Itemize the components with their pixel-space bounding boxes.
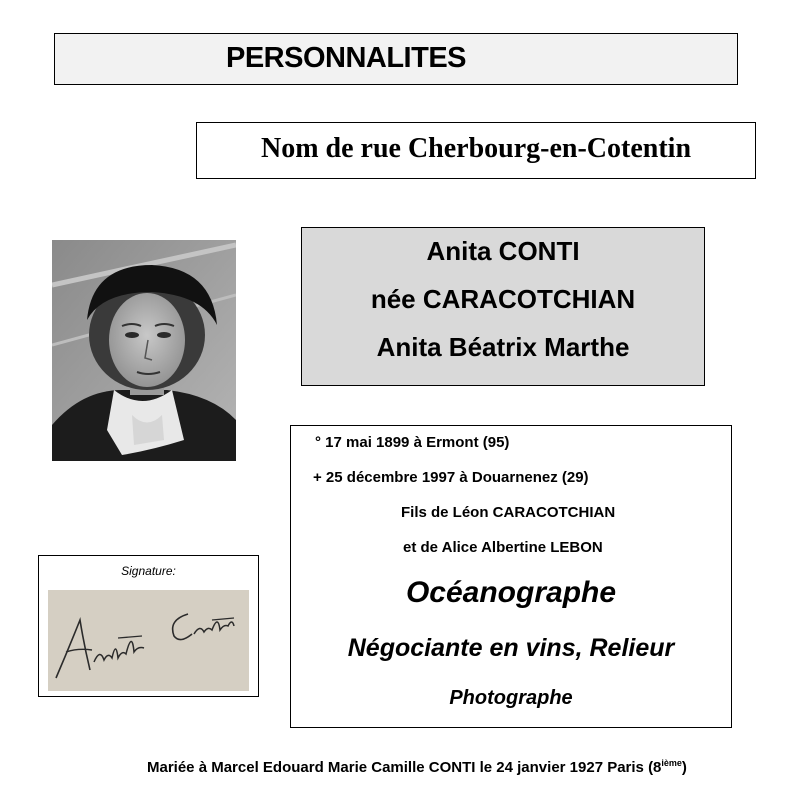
- marriage-text: Mariée à Marcel Edouard Marie Camille CONTI le 24 janvier 1927 Paris (8ième): [147, 758, 687, 776]
- mother-text: et de Alice Albertine LEBON: [403, 539, 603, 556]
- street-name-label: Nom de rue Cherbourg-en-Cotentin: [260, 133, 692, 164]
- father-text: Fils de Léon CARACOTCHIAN: [401, 504, 616, 521]
- profession-oceanographer: Océanographe: [405, 576, 617, 609]
- signature-image: [48, 590, 249, 691]
- page-title: PERSONNALITES: [225, 42, 467, 74]
- signature-box: [38, 555, 259, 697]
- name-box: [301, 227, 705, 386]
- bio-box: [290, 425, 732, 728]
- title-box: [54, 33, 738, 85]
- name-line-1: Anita CONTI: [426, 236, 580, 266]
- street-name-box: [196, 122, 756, 179]
- name-line-3: Anita Béatrix Marthe: [376, 332, 630, 362]
- death-text: + 25 décembre 1997 à Douarnenez (29): [313, 469, 589, 486]
- name-line-2: née CARACOTCHIAN: [370, 284, 636, 314]
- profession-wine-merchant: Négociante en vins, Relieur: [347, 634, 675, 662]
- birth-text: ° 17 mai 1899 à Ermont (95): [315, 434, 510, 451]
- profession-photographer: Photographe: [449, 687, 573, 709]
- portrait-photo: [52, 240, 236, 461]
- signature-label: Signature:: [121, 564, 176, 578]
